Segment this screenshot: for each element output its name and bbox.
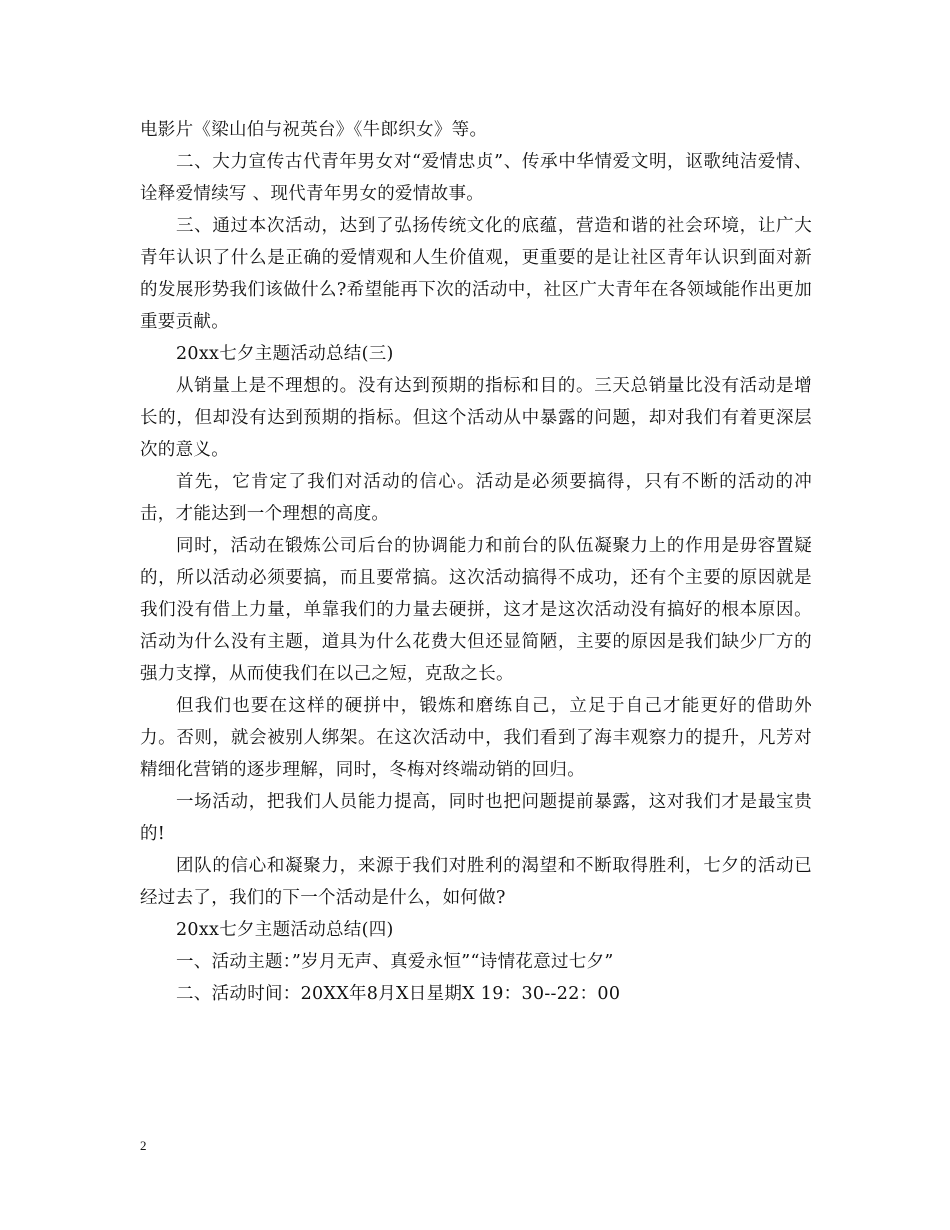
section-heading-3: 20xx七夕主题活动总结(三) [176, 344, 394, 364]
paragraph-3: 三、通过本次活动，达到了弘扬传统文化的底蕴，营造和谐的社会环境，让广大青年认识了什么是正确的爱情观和人生价值观，更重要的是让社区青年认识到面对新的发展形势我们该做什么?希望能再下次的活动中，社区广大青年在各领域能作出更加重要贡献。 [140, 216, 812, 332]
paragraph-1: 电影片《梁山伯与祝英台》《牛郎织女》等。 [140, 120, 488, 140]
paragraph-6: 首先，它肯定了我们对活动的信心。活动是必须要搞得，只有不断的活动的冲击，才能达到一个理想的高度。 [140, 472, 812, 524]
paragraph-9: 一场活动，把我们人员能力提高，同时也把问题提前暴露，这对我们才是最宝贵的! [140, 792, 812, 844]
paragraph-8: 但我们也要在这样的硬拼中，锻炼和磨练自己，立足于自己才能更好的借助外力。否则，就会被别人绑架。在这次活动中，我们看到了海丰观察力的提升，凡芳对精细化营销的逐步理解，同时，冬梅对终端动销的回归。 [140, 696, 812, 780]
paragraph-7: 同时，活动在锻炼公司后台的协调能力和前台的队伍凝聚力上的作用是毋容置疑的，所以活动必须要搞，而且要常搞。这次活动搞得不成功，还有个主要的原因就是我们没有借上力量，单靠我们的力量去硬拼，这才是这次活动没有搞好的根本原因。活动为什么没有主题，道具为什么花费大但还显简陋，主要的原因是我们缺少厂方的强力支撑，从而使我们在以己之短，克敌之长。 [140, 536, 812, 684]
section-heading-4: 20xx七夕主题活动总结(四) [176, 920, 394, 940]
paragraph-2: 二、大力宣传古代青年男女对“爱情忠贞”、传承中华情爱文明，讴歌纯洁爱情、诠释爱情续写 、现代青年男女的爱情故事。 [140, 152, 812, 204]
activity-theme: 一、活动主题：”岁月无声、真爱永恒”“诗情花意过七夕” [176, 952, 614, 972]
page-number: 2 [140, 1138, 147, 1153]
activity-time: 二、活动时间：20XX年8月X日星期X 19：30--22：00 [176, 984, 621, 1004]
paragraph-10: 团队的信心和凝聚力，来源于我们对胜利的渴望和不断取得胜利，七夕的活动已经过去了，我们的下一个活动是什么，如何做? [140, 856, 812, 908]
document-body [140, 114, 812, 1010]
paragraph-5: 从销量上是不理想的。没有达到预期的指标和目的。三天总销量比没有活动是增长的，但却没有达到预期的指标。但这个活动从中暴露的问题，却对我们有着更深层次的意义。 [140, 376, 812, 460]
